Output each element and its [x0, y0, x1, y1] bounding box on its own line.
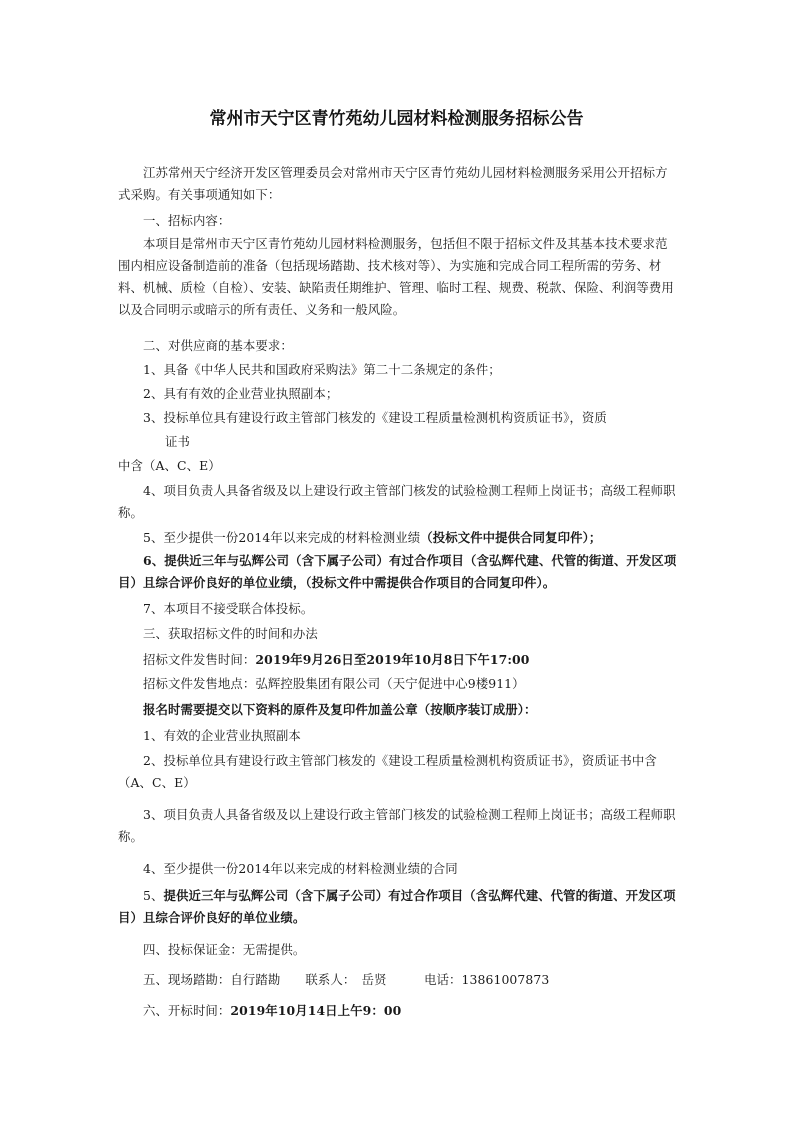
- submit-item-5-bold: 提供近三年与弘辉公司（含下属子公司）有过合作项目（含弘辉代建、代管的街道、开发区项目）且综合评价良好的单位业绩。: [118, 888, 676, 925]
- section-1-heading: 一、招标内容：: [118, 213, 231, 228]
- section-6-value: 2019年10月14日上午9：00: [230, 1003, 402, 1018]
- document-title: 常州市天宁区青竹苑幼儿园材料检测服务招标公告: [209, 109, 584, 129]
- submit-item-5-num: 5、: [118, 888, 164, 903]
- sale-time: [118, 649, 678, 671]
- requirement-3-cont: 证书: [165, 434, 190, 449]
- section-4: 四、投标保证金：无需提供。: [118, 942, 306, 957]
- submit-item-1: 1、有效的企业营业执照副本: [118, 728, 301, 743]
- requirement-6: 6、提供近三年与弘辉公司（含下属子公司）有过合作项目（含弘辉代建、代管的街道、开发区项目）且综合评价良好的单位业绩，（投标文件中需提供合作项目的合同复印件）。: [118, 553, 677, 590]
- section-3-heading: 三、获取招标文件的时间和办法: [118, 626, 318, 641]
- section-2-heading: 二、对供应商的基本要求：: [118, 338, 293, 353]
- section-6-label: 六、开标时间：: [118, 1003, 231, 1018]
- submit-item-3: 3、项目负责人具备省级及以上建设行政主管部门核发的试验检测工程师上岗证书；高级工程师职称。: [118, 807, 676, 844]
- section-5: 五、现场踏勘：自行踏勘 联系人： 岳贤 电话：13861007873: [118, 972, 550, 987]
- submit-heading: 报名时需要提交以下资料的原件及复印件加盖公章（按顺序装订成册）：: [118, 702, 537, 717]
- requirement-4: 4、项目负责人具备省级及以上建设行政主管部门核发的试验检测工程师上岗证书；高级工程师职称。: [118, 483, 676, 520]
- requirement-5-bold: （投标文件中提供合同复印件）；: [420, 530, 602, 545]
- intro-paragraph: 江苏常州天宁经济开发区管理委员会对常州市天宁区青竹苑幼儿园材料检测服务采用公开招标方式采购。有关事项通知如下：: [118, 165, 668, 202]
- submit-item-2: 2、投标单位具有建设行政主管部门核发的《建设工程质量检测机构资质证书》，资质证书中含（A、C、E）: [118, 753, 657, 790]
- sale-time-label: 招标文件发售时间：: [118, 652, 256, 667]
- requirement-5: [118, 527, 678, 549]
- sale-place: 招标文件发售地点：弘辉控股集团有限公司（天宁促进中心9楼911）: [118, 676, 525, 691]
- sale-time-value: 2019年9月26日至2019年10月8日下午17:00: [255, 652, 530, 667]
- requirement-1: 1、具备《中华人民共和国政府采购法》第二十二条规定的条件；: [118, 362, 501, 377]
- submit-item-4: 4、至少提供一份2014年以来完成的材料检测业绩的合同: [118, 861, 458, 876]
- submit-item-5: [118, 885, 678, 929]
- section-1-body: 本项目是常州市天宁区青竹苑幼儿园材料检测服务，包括但不限于招标文件及其基本技术要求范围内相应设备制造前的准备（包括现场踏勘、技术核对等）、为实施和完成合同工程所需的劳务、材料、机械、质检（自检）、安装、缺陷责任期维护、管理、临时工程、规费、税款、保险、利润等费用以及合同明示或暗示的所有责任、义务和一般风险。: [118, 236, 674, 317]
- requirement-3-tail: 中含（A、C、E）: [118, 458, 221, 473]
- section-6: [118, 1000, 678, 1022]
- requirement-5-text: 5、至少提供一份2014年以来完成的材料检测业绩: [118, 530, 421, 545]
- requirement-2: 2、具有有效的企业营业执照副本；: [118, 386, 339, 401]
- requirement-3: 3、投标单位具有建设行政主管部门核发的《建设工程质量检测机构资质证书》，资质: [118, 410, 607, 425]
- requirement-7: 7、本项目不接受联合体投标。: [118, 601, 314, 616]
